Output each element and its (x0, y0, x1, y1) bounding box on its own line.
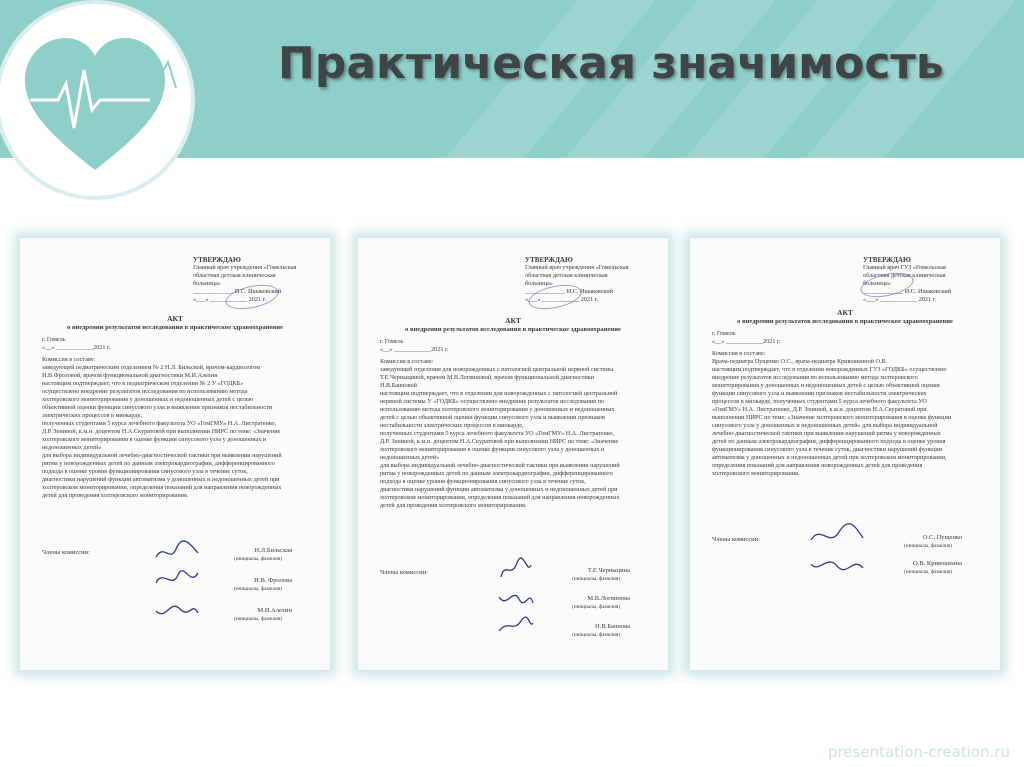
act-body (712, 330, 982, 478)
handwritten-signature (152, 597, 202, 623)
signer-name: Н.В.Баннова (595, 623, 630, 630)
approval-line: больница» (193, 280, 221, 287)
signer-name: Н.Л.Бильская (254, 547, 292, 554)
handwritten-signature (495, 557, 535, 583)
act-body-line: детей по данным электрокардиографии, дифференцированного подхода в оценке уровня (712, 438, 946, 445)
act-body (380, 338, 650, 510)
act-body-line: ритма у новорожденных детей по данным электрокардиографии, дифференцированного (380, 470, 613, 477)
handwritten-signature (152, 539, 202, 565)
signature-area (380, 563, 650, 663)
act-body-line: Д.Р. Зениной, к.м.н. доцентом Н.А.Скуратовой при выполнении НИРС по теме: «Значение (42, 428, 281, 435)
signer-caption: (инициалы, фамилия) (572, 632, 620, 638)
commission-label: Члены комиссии: (380, 569, 428, 576)
act-body-line: недоношенных детей» (42, 444, 102, 451)
act-body-line: холтеровского мониторирования в оценке функции синусового узла у доношенных и (380, 446, 605, 453)
act-date: «__» ____________2021 г. (712, 338, 781, 345)
signer-name: И.В. Фролова (254, 577, 292, 584)
act-body-line: лечебно-диагностической тактики при выявлении нарушений ритма у новорожденных (712, 430, 941, 437)
approval-line: Главный врач ГУЗ «Гомельская (863, 264, 946, 271)
approval-heading: УТВЕРЖДАЮ (193, 256, 241, 264)
act-body-line: детей для проведения холтеровского мониторирования. (380, 502, 527, 509)
signer-name: М.И.Алехин (257, 607, 292, 614)
signer-caption: (инициалы, фамилия) (904, 543, 952, 549)
act-body-line: настоящим подтверждает, что в отделении для новорожденных с патологией центральной (380, 390, 618, 397)
handwritten-signature (807, 522, 867, 550)
act-body-line: недоношенных детей» (380, 454, 440, 461)
approval-line: Главный врач учреждения «Гомельская (525, 264, 629, 271)
approval-line: больница» (525, 280, 553, 287)
act-body-line: внедрение результатов исследования по использованию метода холтеровского (712, 374, 918, 381)
act-title: АКТ (167, 314, 183, 323)
handwritten-signature (152, 567, 202, 593)
act-body-line: процессов в миокарде, полученных студентами 5 курса лечебного факультета УО (712, 398, 927, 405)
act-body-line: использованию метода холтеровского мониторирования у доношенных и недоношенных (380, 406, 615, 413)
approval-heading: УТВЕРЖДАЮ (525, 256, 573, 264)
act-body-line: электрических процессов в миокарде, (42, 412, 142, 419)
act-date: «__» ____________2021 г. (42, 344, 111, 351)
act-body-line: И.В.Фроловой, врачом функциональной диагностики М.И.Алехин (42, 372, 218, 379)
act-subtitle: о внедрении результатов исследования в практическое здравоохранение (405, 326, 621, 333)
act-body-line: Н.В.Банновой (380, 382, 417, 389)
act-title: АКТ (837, 308, 853, 317)
act-body-line: Д.Р. Зениной, к.м.н. доцентом Н.А.Скуратовой при выполнении НИРС по теме: «Значение (380, 438, 619, 445)
approval-line: _____________ И.С. Ишаковский (193, 288, 282, 295)
act-body-line: холтеровского мониторирования у доношенных и недоношенных детей с целью (42, 396, 254, 403)
watermark: presentation-creation.ru (827, 743, 1010, 761)
signature-area (42, 543, 312, 653)
act-body-line: нестабильности электрических процессов в миокарде, (380, 422, 524, 429)
heart-pulse-logo (0, 0, 200, 200)
approval-line: областная детская клиническая (525, 272, 608, 279)
act-body-line: мониторирования у доношенных и недоношенных детей с целью объективной оценки (712, 382, 940, 389)
signer-name: М.В.Логвинова (587, 595, 630, 602)
signer-caption: (инициалы, фамилия) (572, 604, 620, 610)
handwritten-signature (495, 613, 535, 639)
act-body-line: подхода в оценке уровня функционирования синусового узла в течение суток, (42, 468, 248, 475)
act-body-line: настоящим подтверждает, что в отделении новорожденных ГУЗ «ГОДКБ» осуществлено (712, 366, 947, 373)
act-body-line: «ГомГМУ» Н.А. Листратенко, Д.Р. Зениной, к.м.н. доцентом Н.А.Скуратовой при (712, 406, 927, 413)
signer-row (42, 543, 312, 569)
act-document-1 (20, 238, 330, 670)
act-body-line: выполнении НИРС по теме: «Значение холтеровского мониторирования в оценке функции (712, 414, 952, 421)
act-body-line: холтеровском мониторировании, определения показаний для направления новорожденных (380, 494, 620, 501)
act-body-line: детей для проведения холтеровского мониторирования. (42, 492, 189, 499)
signature-area (712, 530, 982, 610)
signer-row (712, 556, 982, 582)
act-subtitle: о внедрении результатов исследования в практическое здравоохранение (737, 318, 953, 325)
act-body-line: полученных студентами 5 курса лечебного факультета УО «ГомГМУ» Н.А. Листратенко, (42, 420, 277, 427)
act-body-line: функции синусового узла и выявлении признаков нестабильности электрических (712, 390, 927, 397)
act-body-line: подхода в оценке уровня функционирования синусового узла в течение суток, (380, 478, 586, 485)
act-date: «__» ____________2021 г. (380, 346, 449, 353)
act-body-line: Комиссия в составе: (712, 350, 766, 357)
signer-caption: (инициалы, фамилия) (234, 556, 282, 562)
signer-caption: (инициалы, фамилия) (234, 586, 282, 592)
approval-line: Главный врач учреждения «Гомельская (193, 264, 297, 271)
signer-row (42, 573, 312, 599)
act-body-line: полученных студентами 5 курса лечебного факультета УО «ГомГМУ» Н.А. Листратенко, (380, 430, 615, 437)
approval-line: областная детская клиническая (193, 272, 276, 279)
approval-line: областная детская клиническая (863, 272, 946, 279)
act-body-line: Комиссия в составе: (380, 358, 434, 365)
act-body-line: функционирования синусового узла в течение суток, диагностики нарушений функции (712, 446, 943, 453)
act-body-line: нервной системы У «ГОДКБ» осуществлено внедрение результатов исследования по (380, 398, 604, 405)
handwritten-signature (495, 585, 535, 611)
approval-line: _____________ И.С. Ишаковский (863, 288, 952, 295)
approval-line: больница» (863, 280, 891, 287)
act-body-line: для выбора индивидуальной лечебно-диагностической тактики при выявлении нарушений (380, 462, 620, 469)
signer-caption: (инициалы, фамилия) (234, 616, 282, 622)
act-subtitle: о внедрении результатов исследования в практическое здравоохранение (67, 324, 283, 331)
slide-title: Практическая значимость (278, 38, 944, 89)
act-body-line: холтеровского мониторирования. (712, 470, 800, 477)
approval-heading: УТВЕРЖДАЮ (863, 256, 911, 264)
commission-label: Члены комиссии: (42, 549, 90, 556)
act-place: г. Гомель (42, 336, 66, 343)
signer-row (380, 619, 650, 645)
act-body-line: детей с целью объективной оценки функции синусового узла и выявлении признаков (380, 414, 605, 421)
act-body-line: диагностики нарушений функции автоматизма у доношенных и недоношенных детей при (380, 486, 618, 493)
act-body-line: синусового узла у доношенных и недоношенных детей» для выбора индивидуальной (712, 422, 938, 429)
signer-name: О.С. Пущенко (922, 534, 962, 541)
approval-line: «___» ____________ 2021 г. (863, 296, 936, 303)
act-document-3 (690, 238, 1000, 670)
act-body-line: осуществлено внедрение результатов исследования по использованию метода (42, 388, 248, 395)
act-body-line: Т.Е.Черныциной, врачом М.В.Логвиновой, врачом функциональной диагностики (380, 374, 594, 381)
act-body-line: заведующей педиатрическим отделением № 2 Н.Л. Бильской, врачом-кардиологом (42, 364, 261, 371)
act-body-line: автоматизма у доношенных и недоношенных детей при холтеровском мониторировании, (712, 454, 947, 461)
act-body-line: для выбора индивидуальной лечебно-диагностической тактики при выявлении нарушений (42, 452, 282, 459)
act-body-line: Комиссия в составе: (42, 356, 96, 363)
commission-label: Члены комиссии: (712, 536, 760, 543)
handwritten-signature (807, 550, 867, 578)
signer-name: Т.Е.Черныцина (587, 567, 630, 574)
act-title: АКТ (505, 316, 521, 325)
approval-line: _____________ И.С. Ишаковский (525, 288, 614, 295)
signer-caption: (инициалы, фамилия) (904, 569, 952, 575)
act-body-line: холтеровском мониторировании, определения показаний для направления новорожденных (42, 484, 282, 491)
act-body-line: диагностики нарушений функции автоматизма у доношенных и недоношенных детей при (42, 476, 280, 483)
signer-row (42, 603, 312, 629)
act-body-line: заведующей отделения для новорожденных с патологией центральной нервной системы (380, 366, 614, 373)
approval-line: «___» ____________ 2021 г. (525, 296, 598, 303)
act-document-2 (358, 238, 668, 670)
signer-caption: (инициалы, фамилия) (572, 576, 620, 582)
approval-line: «___» ____________ 2021 г. (193, 296, 266, 303)
act-body-line: определения показаний для направления новорожденных детей для проведения (712, 462, 923, 469)
act-place: г. Гомель (380, 338, 404, 345)
act-body-line: настоящим подтверждает, что в педиатрическом отделении № 2 У «ГОДКБ» (42, 380, 244, 387)
act-body-line: холтеровского мониторирования в оценке функции синусового узла у доношенных и (42, 436, 267, 443)
signer-name: О.В. Кривошеина (913, 560, 962, 567)
act-body-line: объективной оценки функции синусового узла и выявлении признаков нестабильности (42, 404, 273, 411)
act-place: г. Гомель (712, 330, 736, 337)
act-body (42, 336, 312, 500)
act-body-line: Врача-педиатра Пущенко О.С., врача-педиатра Кривошеиной О.В. (712, 358, 888, 365)
act-body-line: ритма у новорожденных детей по данным электрокардиографии, дифференцированного (42, 460, 275, 467)
